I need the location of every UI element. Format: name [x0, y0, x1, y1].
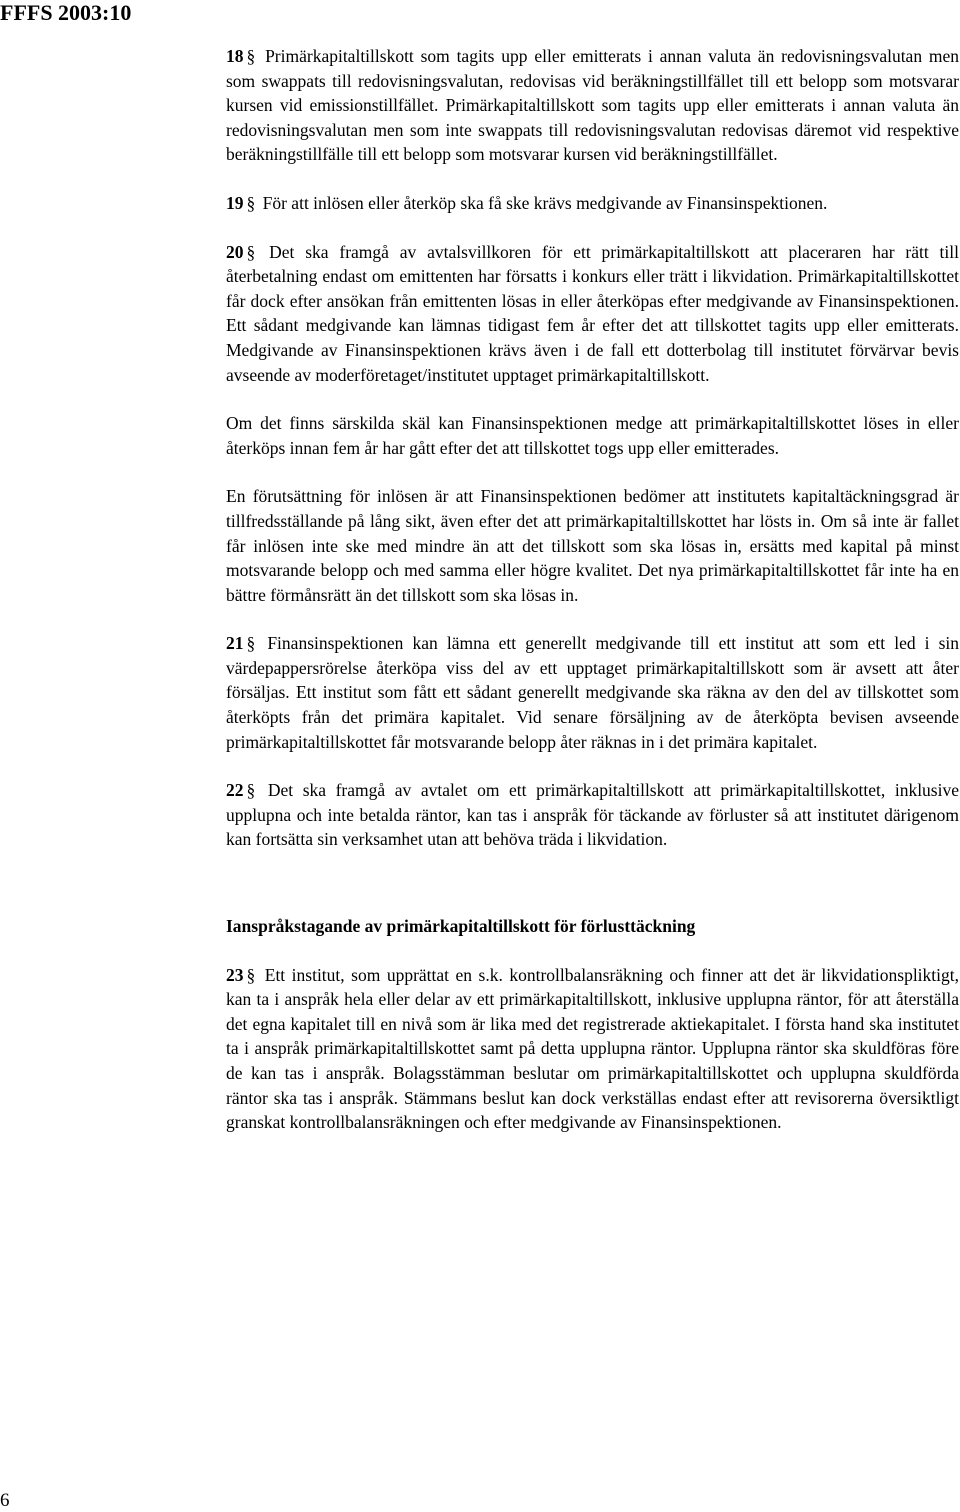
paragraph-symbol: § — [246, 780, 256, 801]
section-22 — [226, 778, 959, 852]
section-number: 18 — [226, 46, 244, 66]
section-number: 20 — [226, 241, 244, 262]
section-text: Det ska framgå av avtalsvillkoren för ett primärkapitaltillskott att placeraren har rätt till återbetalning endast om emittenten har försatts i konkurs eller trätt i likvidation. Primärkapitaltillskottet får dock efter ansökan från emittenten lösas in eller återköpas efter medgivande av Finansinspektionen. Ett sådant medgivande kan lämnas tidigast fem år efter det att tillskottet tagits upp eller emitterats. Medgivande av Finansinspektionen krävs även i de fall ett dotterbolag till institutet förvärvar bevis avseende av moderföretaget/institutet upptaget primärkapitaltillskott. — [226, 241, 959, 385]
section-text: Ett institut, som upprättat en s.k. kontrollbalansräkning och finner att det är likvidationspliktigt, kan ta i anspråk hela eller delar av ett primärkapitaltillskott, inklusive upplupna räntor, för att återställa det egna kapitalet till en nivå som är lika med det registrerade aktiekapitalet. I första hand ska institutet ta i anspråk primärkapitaltillskottet samt på detta upplupna räntor. Upplupna räntor ska skuldföras före de kan tas i anspråk. Bolagsstämman beslutar om primärkapitaltillskottet och upplupna skuldförda räntor ska tas i anspråk. Stämmans beslut kan dock verkställas endast efter att revisorerna översiktligt granskat kontrollbalansräkningen och efter medgivande av Finansinspektionen. — [226, 964, 959, 1133]
paragraph-symbol: § — [246, 964, 256, 985]
section-heading: Ianspråkstagande av primärkapitaltillskott för förlusttäckning — [226, 916, 696, 937]
section-text: För att inlösen eller återköp ska få ske krävs medgivande av Finansinspektionen. — [262, 192, 828, 213]
section-19 — [226, 191, 959, 216]
document-body — [226, 44, 959, 1135]
section-18 — [226, 44, 959, 167]
section-number: 21 — [226, 633, 244, 654]
document-header: FFFS 2003:10 — [0, 0, 132, 25]
paragraph-symbol: § — [246, 192, 256, 213]
section-text: Primärkapitaltillskott som tagits upp eller emitterats i annan valuta än redovisningsvalutan men som inte swappats till redovisningsvalutan redovisas däremot vid respektive beräkningstillfälle till ett belopp som motsvarar kursen vid beräkningstillfället. — [226, 95, 959, 165]
section-21 — [226, 631, 959, 754]
paragraph-symbol: § — [246, 241, 256, 262]
page-number: 6 — [0, 1490, 10, 1511]
section-20-paragraph-2: Om det finns särskilda skäl kan Finansinspektionen medge att primärkapitaltillskottet löses in eller återköps innan fem år har gått efter det att tillskottet togs upp eller emitterades. — [226, 413, 959, 458]
section-20 — [226, 240, 959, 388]
paragraph-symbol: § — [246, 46, 256, 66]
section-number: 22 — [226, 780, 244, 801]
section-text: Primärkapitaltillskott som tagits upp eller emitterats i annan valuta än redovisningsvalutan men som swappats till redovisningsvalutan, redovisas vid beräkningstillfället till ett belopp som motsvarar kursen vid emissionstillfället. — [226, 46, 959, 116]
section-number: 19 — [226, 192, 244, 213]
paragraph-symbol: § — [246, 633, 256, 654]
section-text: Finansinspektionen kan lämna ett generellt medgivande till ett institut att som ett led i sin värdepappersrörelse återköpa viss del av ett upptaget primärkapitaltillskott som är avsett att åter försäljas. Ett institut som fått ett sådant generellt medgivande ska räkna av den del av tillskottet som återköpts från det primära kapitalet. Vid senare försäljning av de återköpta bevisen avseende primärkapitaltillskottet får motsvarande belopp åter räknas in i det primära kapitalet. — [226, 633, 960, 752]
section-20-paragraph-3: En förutsättning för inlösen är att Finansinspektionen bedömer att institutets kapitaltäckningsgrad är tillfredsställande på lång sikt, även efter det att primärkapitaltillskottet har lösts in. Om så inte är fallet får inlösen inte ske med mindre än att det tillskott som ska lösas in, ersätts med kapital på minst motsvarande belopp och med samma eller högre kvalitet. Det nya primärkapitaltillskottet får inte ha en bättre förmånsrätt än det tillskott som ska lösas in. — [226, 486, 959, 605]
section-number: 23 — [226, 964, 244, 985]
section-23 — [226, 963, 959, 1135]
section-text: Det ska framgå av avtalet om ett primärkapitaltillskott att primärkapitaltillskottet, inklusive upplupna och inte betalda räntor, kan tas i anspråk för täckande av förluster så att institutet därigenom kan fortsätta sin verksamhet utan att behöva träda i likvidation. — [226, 780, 959, 850]
